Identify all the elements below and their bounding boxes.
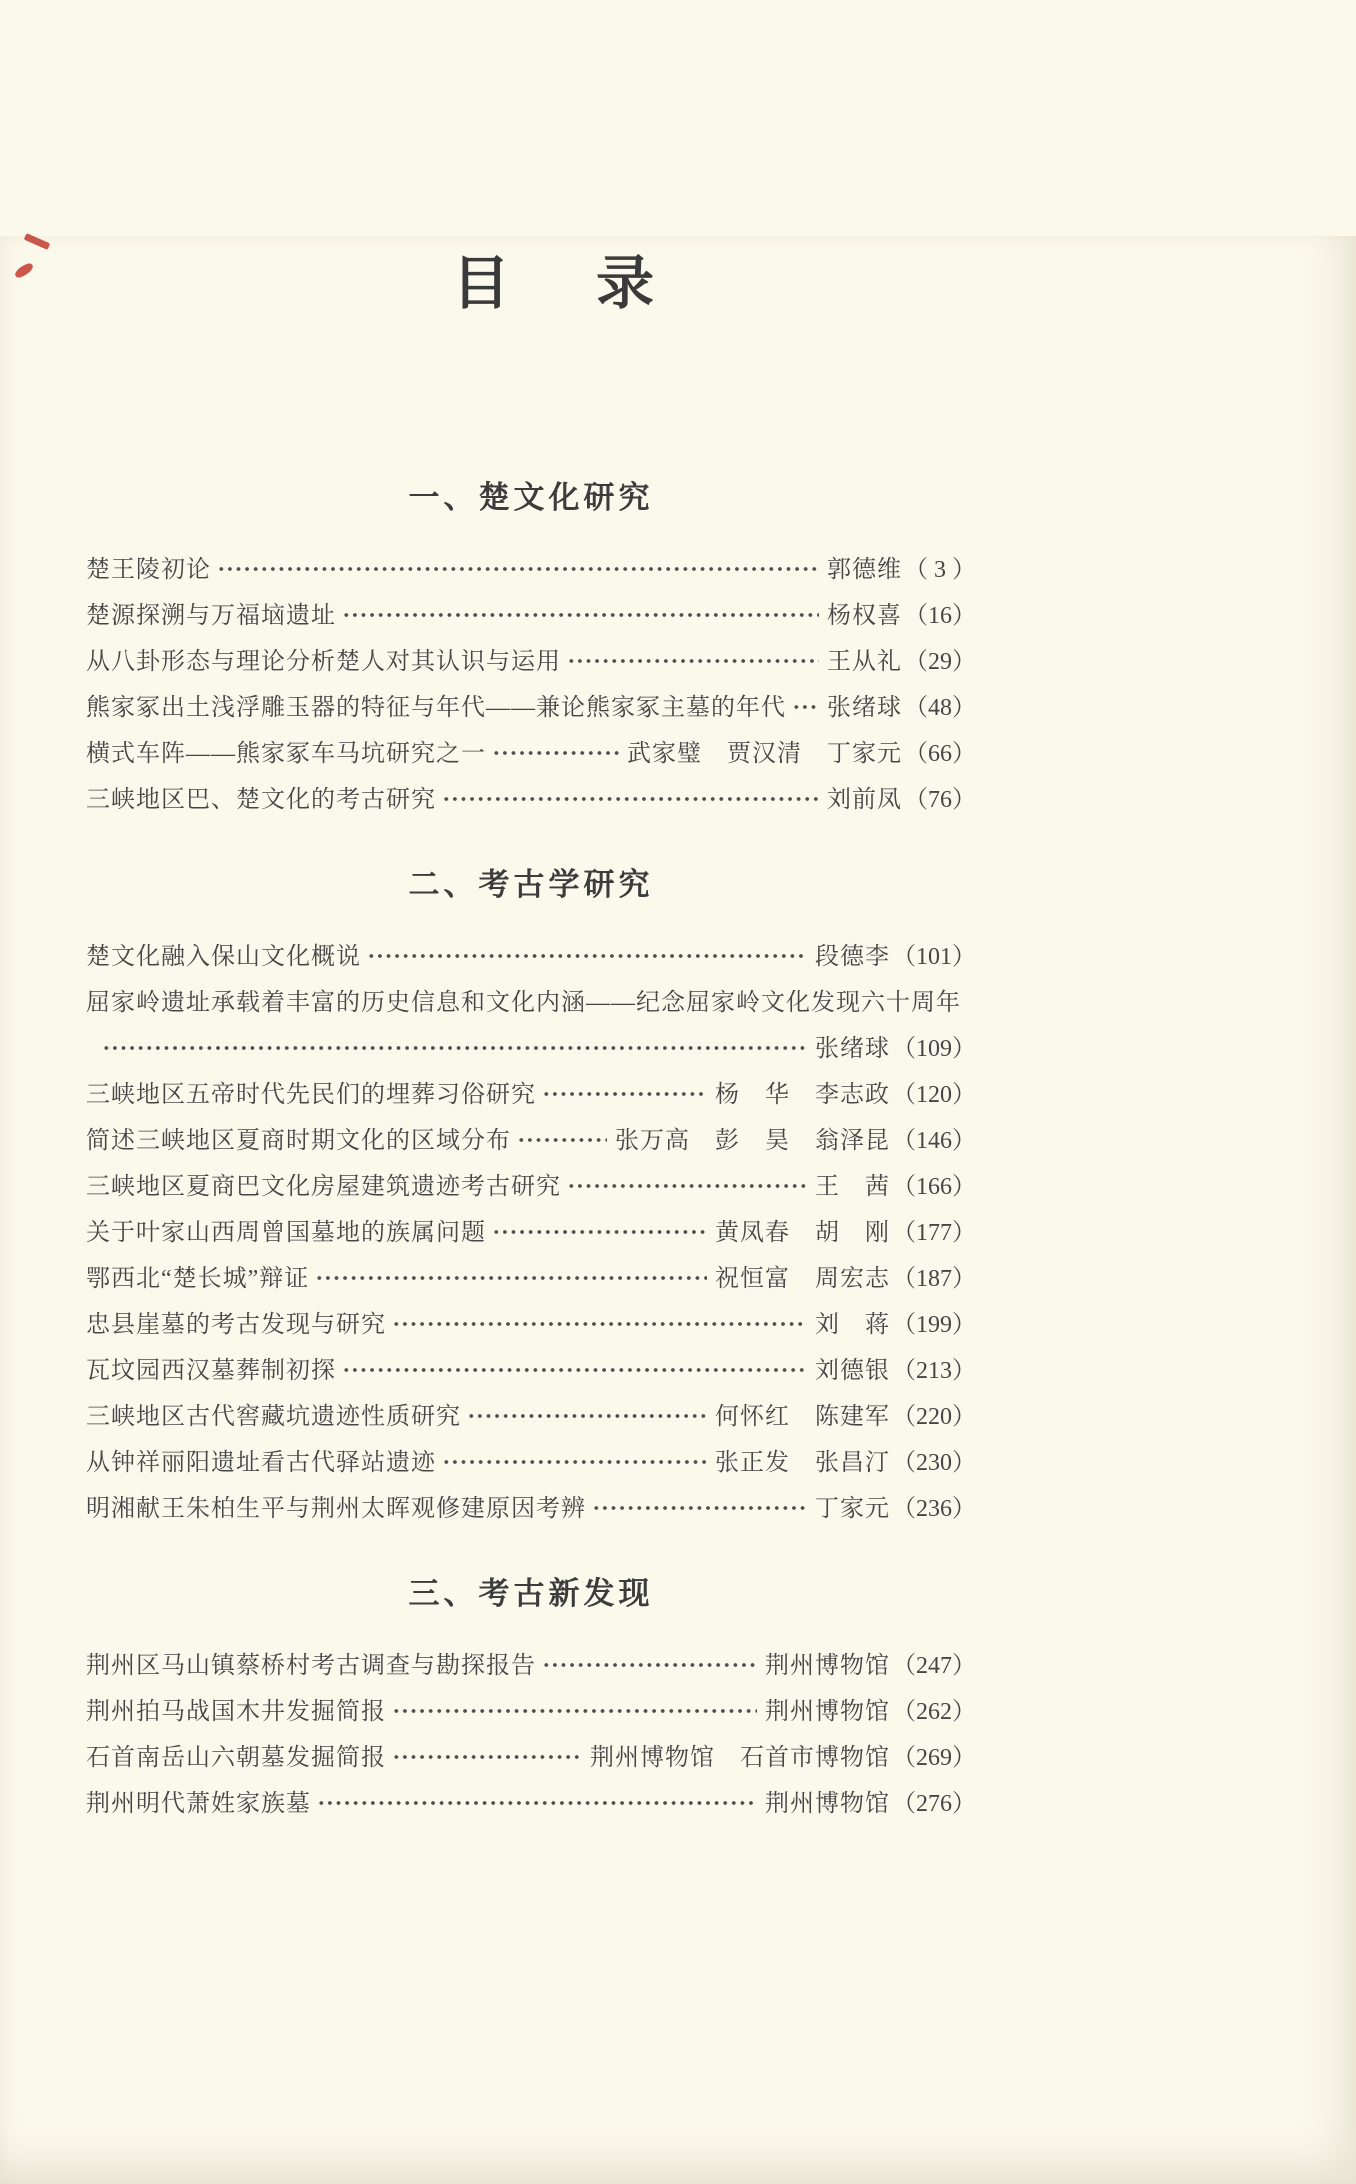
dot-leader	[392, 1319, 807, 1329]
dot-leader	[442, 794, 819, 804]
entry-title: 荆州拍马战国木井发掘简报	[86, 1698, 386, 1725]
entry-page-number: （276）	[892, 1790, 976, 1817]
entry-title: 屈家岭遗址承载着丰富的历史信息和文化内涵——纪念屈家岭文化发现六十周年	[86, 989, 961, 1016]
dot-leader	[492, 748, 619, 758]
entry-authors: 刘德银	[815, 1357, 890, 1384]
toc-entry	[86, 773, 976, 819]
entry-page-number: （16）	[904, 602, 976, 629]
entry-authors: 荆州博物馆	[765, 1698, 890, 1725]
entry-authors: 荆州博物馆	[765, 1790, 890, 1817]
entry-page-number: （48）	[904, 694, 976, 721]
entry-page-number: （ 3 ）	[904, 556, 976, 583]
entry-title: 三峡地区五帝时代先民们的埋葬习俗研究	[86, 1081, 536, 1108]
toc-entry	[86, 635, 976, 681]
entry-page-number: （199）	[892, 1311, 976, 1338]
entry-authors: 何怀红 陈建军	[715, 1403, 890, 1430]
dot-leader	[342, 1365, 807, 1375]
entry-page-number: （166）	[892, 1173, 976, 1200]
toc-entry	[86, 1206, 976, 1252]
dot-leader	[442, 1457, 707, 1467]
entry-title: 横式车阵——熊家冢车马坑研究之一	[86, 740, 486, 767]
entry-title: 荆州明代萧姓家族墓	[86, 1790, 311, 1817]
dot-leader	[217, 564, 819, 574]
entry-authors: 刘 蒋	[815, 1311, 890, 1338]
dot-leader	[542, 1089, 707, 1099]
dot-leader	[342, 610, 819, 620]
section-heading: 一、楚文化研究	[408, 480, 654, 515]
entry-page-number: （269）	[892, 1744, 976, 1771]
entry-page-number: （236）	[892, 1495, 976, 1522]
entry-page-number: （66）	[904, 740, 976, 767]
entry-title: 三峡地区巴、楚文化的考古研究	[86, 786, 436, 813]
toc-entry	[86, 1298, 976, 1344]
entry-list	[86, 930, 976, 1528]
entry-title: 楚源探溯与万福垴遗址	[86, 602, 336, 629]
toc-entry	[86, 976, 976, 1022]
dot-leader	[367, 951, 807, 961]
entry-page-number: （247）	[892, 1652, 976, 1679]
toc-entry	[86, 1252, 976, 1298]
toc-entry	[86, 1436, 976, 1482]
entry-title: 三峡地区古代窖藏坑遗迹性质研究	[86, 1403, 461, 1430]
entry-title: 简述三峡地区夏商时期文化的区域分布	[86, 1127, 511, 1154]
entry-authors: 段德李	[815, 943, 890, 970]
toc-entry	[86, 1390, 976, 1436]
entry-title: 荆州区马山镇蔡桥村考古调查与勘探报告	[86, 1652, 536, 1679]
entry-page-number: （109）	[892, 1035, 976, 1062]
entry-list	[86, 543, 976, 819]
dot-leader	[315, 1273, 707, 1283]
toc-entry	[86, 1344, 976, 1390]
toc-entry	[86, 543, 976, 589]
dot-leader	[792, 702, 819, 712]
toc-entry	[86, 1639, 976, 1685]
dot-leader	[567, 656, 819, 666]
toc-entry	[86, 727, 976, 773]
dot-leader	[592, 1503, 807, 1513]
entry-title: 楚文化融入保山文化概说	[86, 943, 361, 970]
section-heading: 三、考古新发现	[408, 1576, 654, 1611]
dot-leader	[542, 1660, 757, 1670]
toc-entry	[86, 1731, 976, 1777]
toc-entry	[86, 1482, 976, 1528]
entry-authors: 张绪球	[815, 1035, 890, 1062]
entry-authors: 张万高 彭 昊 翁泽昆	[615, 1127, 890, 1154]
entry-page-number: （146）	[892, 1127, 976, 1154]
entry-authors: 丁家元	[815, 1495, 890, 1522]
section-heading: 二、考古学研究	[408, 867, 654, 902]
toc-entry	[86, 1160, 976, 1206]
entry-authors: 王 茜	[815, 1173, 890, 1200]
entry-title: 熊家冢出土浅浮雕玉器的特征与年代——兼论熊家冢主墓的年代	[86, 694, 786, 721]
scanned-toc-page	[0, 236, 1356, 2184]
entry-page-number: （262）	[892, 1698, 976, 1725]
entry-page-number: （29）	[904, 648, 976, 675]
entry-authors: 武家璧 贾汉清 丁家元	[627, 740, 902, 767]
entry-authors: 荆州博物馆 石首市博物馆	[590, 1744, 890, 1771]
entry-authors: 祝恒富 周宏志	[715, 1265, 890, 1292]
toc-entry	[86, 1114, 976, 1160]
entry-list	[86, 1639, 976, 1823]
entry-title: 明湘献王朱柏生平与荆州太晖观修建原因考辨	[86, 1495, 586, 1522]
entry-page-number: （230）	[892, 1449, 976, 1476]
toc-entry	[86, 589, 976, 635]
dot-leader	[392, 1752, 582, 1762]
toc-sections	[86, 472, 976, 1823]
entry-title: 鄂西北“楚长城”辩证	[86, 1265, 310, 1292]
toc-entry	[86, 1068, 976, 1114]
dot-leader	[392, 1706, 757, 1716]
dot-leader	[567, 1181, 807, 1191]
entry-authors: 刘前凤	[827, 786, 902, 813]
dot-leader	[102, 1043, 807, 1053]
toc-entry	[86, 930, 976, 976]
entry-title: 楚王陵初论	[86, 556, 211, 583]
toc-entry	[86, 681, 976, 727]
entry-page-number: （213）	[892, 1357, 976, 1384]
entry-page-number: （120）	[892, 1081, 976, 1108]
dot-leader	[317, 1798, 757, 1808]
entry-page-number: （76）	[904, 786, 976, 813]
entry-title: 三峡地区夏商巴文化房屋建筑遗迹考古研究	[86, 1173, 561, 1200]
entry-authors: 杨权喜	[827, 602, 902, 629]
entry-title: 瓦坟园西汉墓葬制初探	[86, 1357, 336, 1384]
entry-authors: 张绪球	[827, 694, 902, 721]
entry-page-number: （220）	[892, 1403, 976, 1430]
entry-authors: 杨 华 李志政	[715, 1081, 890, 1108]
entry-authors: 张正发 张昌汀	[715, 1449, 890, 1476]
dot-leader	[467, 1411, 707, 1421]
toc-entry-continuation	[86, 1022, 976, 1068]
dot-leader	[492, 1227, 707, 1237]
entry-page-number: （187）	[892, 1265, 976, 1292]
entry-authors: 荆州博物馆	[765, 1652, 890, 1679]
entry-page-number: （177）	[892, 1219, 976, 1246]
entry-title: 从八卦形态与理论分析楚人对其认识与运用	[86, 648, 561, 675]
entry-title: 忠县崖墓的考古发现与研究	[86, 1311, 386, 1338]
entry-authors: 郭德维	[827, 556, 902, 583]
page-title: 目 录	[451, 251, 668, 316]
entry-title: 从钟祥丽阳遗址看古代驿站遗迹	[86, 1449, 436, 1476]
toc-entry	[86, 1777, 976, 1823]
entry-authors: 黄凤春 胡 刚	[715, 1219, 890, 1246]
entry-authors: 王从礼	[827, 648, 902, 675]
entry-page-number: （101）	[892, 943, 976, 970]
entry-title: 石首南岳山六朝墓发掘简报	[86, 1744, 386, 1771]
entry-title: 关于叶家山西周曾国墓地的族属问题	[86, 1219, 486, 1246]
dot-leader	[517, 1135, 607, 1145]
toc-entry	[86, 1685, 976, 1731]
